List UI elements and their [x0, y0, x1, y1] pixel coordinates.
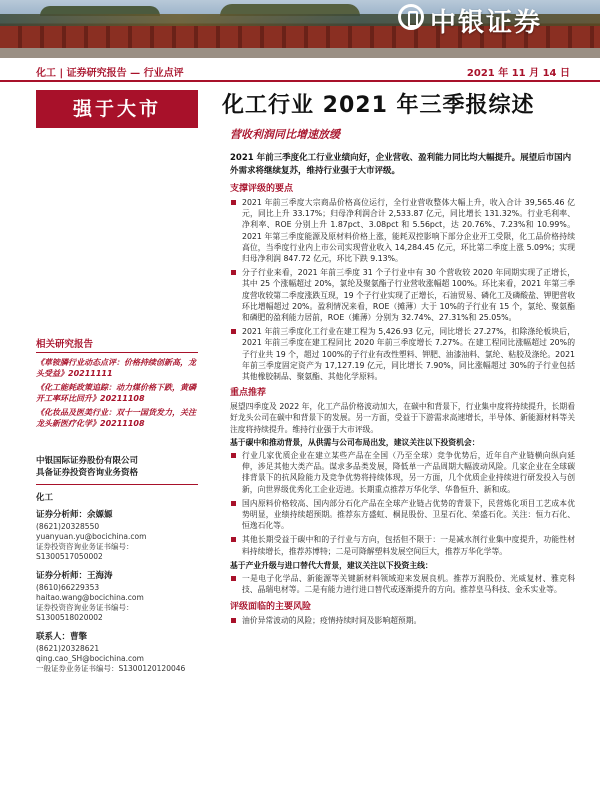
list-item: 油价异常波动的风险；疫情持续时间及影响超预期。	[230, 615, 575, 626]
analyst-cert: 证券投资咨询业务证书编号：S1300517050002	[36, 542, 134, 561]
analyst-card	[36, 570, 198, 623]
page-subtitle: 营收利润同比增速放缓	[230, 128, 340, 141]
related-report-link[interactable]: 《化工能耗政策追踪：动力煤价格下跌，黄磷开工率环比回升》20211108	[36, 383, 196, 403]
section-heading-risk: 评级面临的主要风险	[230, 601, 312, 612]
summary-paragraph: 2021 年前三季度化工行业业绩向好，企业营收、盈利能力同比均大幅提升。展望后市国内外需求将继续复苏，维持行业强于大市评级。	[230, 153, 572, 176]
page-title: 化工行业 2021 年三季报综述	[222, 93, 535, 118]
analyst-phone: (8621)20328550	[36, 522, 100, 531]
brand-logo: 中银证券	[430, 8, 543, 38]
firm-name-line: 中银国际证券股份有限公司	[36, 456, 139, 466]
firm-name	[36, 455, 198, 479]
sector-label: 化工	[36, 493, 54, 503]
breadcrumb: 化工 | 证券研究报告 — 行业点评	[36, 68, 184, 79]
report-date: 2021 年 11 月 14 日	[466, 68, 570, 79]
firm-qualification: 具备证券投资咨询业务资格	[36, 468, 139, 478]
banner-ground	[0, 48, 600, 58]
main-content	[230, 152, 575, 629]
analyst-email[interactable]: qing.cao_SH@bocichina.com	[36, 654, 144, 663]
header-banner	[0, 0, 600, 58]
list-item: 分子行业来看，2021 年前三季度 31 个子行业中有 30 个营收较 2020 年同期实现了正增长，其中 25 个涨幅超过 20%，氯纶及聚氨酯子行业营收涨幅超 100%。环比来看，2021 年第三季度营收较第二季度涨跌互现，19 个子行业实现了正增长，石油贸易、磷化工及磷酸盐、钾肥营收环比增幅超过 20%。盈利情况来看，ROE（摊薄）大于 10%的子行业有 15 个，氯纶、聚氨酯和磷肥的盈利能力居前，ROE（摊薄）分别为 32.74%、27.31%和 25.05%。	[230, 267, 575, 323]
rating-badge: 强于大市	[36, 90, 198, 128]
analyst-email[interactable]: yuanyuan.yu@bocichina.com	[36, 532, 147, 541]
analyst-card	[36, 631, 198, 674]
list-item: 国内原料价格较高、国内部分石化产品在全球产业链占优势的背景下，民营炼化项目工艺成本优势明显，业绩持续超预期。推荐东方盛虹、桐昆股份、卫星石化、荣盛石化。关注：恒力石化、恒逸石化等。	[230, 498, 575, 532]
list-item: 一是电子化学品、新能源等关键新材料领域迎来发展良机。推荐万润股份、光威复材、雅克科技、晶瑞电材等。二是有能力进行进口替代或逐渐提升的方向。推荐皇马科技、金禾实业等。	[230, 573, 575, 595]
section-heading-recommend: 重点推荐	[230, 388, 267, 399]
list-item: 其他长期受益于碳中和的子行业与方向，包括但不限于：一是减水剂行业集中度提升，功能性材料持续增长，推荐苏博特；二是可降解塑料发展空间巨大，推荐万华化学等。	[230, 534, 575, 556]
analyst-name: 证券分析师：余嫄嫄	[36, 510, 113, 520]
analyst-card	[36, 509, 198, 562]
section-heading-support: 支撑评级的要点	[230, 184, 294, 194]
related-report-link[interactable]: 《草铵膦行业动态点评：价格持续创新高，龙头受益》20211111	[36, 358, 196, 378]
analyst-name: 证券分析师：王海涛	[36, 571, 113, 581]
boc-logo-icon	[398, 4, 424, 30]
analyst-email[interactable]: haitao.wang@bocichina.com	[36, 593, 144, 602]
list-item: 2021 年前三季度大宗商品价格高位运行，全行业营收整体大幅上升，收入合计 39,565.46 亿元，同比上升 33.17%；归母净利润合计 2,533.87 亿元，同比增长 131.32%。行业毛利率、净利率、ROE 分别上升 1.87pct、3.08pct 和 5.56pct，达 20.76%、7.23%和 10.99%。2021 年第三季度能源及原材料价格上涨，能耗双控影响下部分企业开工受限，化工品价格持续高位，当季度行业内上市公司实现营业收入 14,284.45 亿元，环比第二季度上涨 5.09%；实现归母净利润 847.72 亿元，环比下跌 9.13%。	[230, 197, 575, 264]
divider	[36, 484, 198, 485]
analyst-cert: 一般证券业务证书编号：S1300120120046	[36, 664, 186, 673]
header-strip	[0, 60, 600, 82]
related-report-link[interactable]: 《化妆品及医美行业：双十一国货发力，关注龙头新医疗化学》20211108	[36, 408, 196, 428]
analyst-name: 联系人：曹擎	[36, 632, 88, 642]
analyst-phone: (8621)20328621	[36, 644, 100, 653]
related-reports-title: 相关研究报告	[36, 336, 198, 353]
list-item: 行业几家优质企业在建立某些产品在全国（乃至全球）竞争优势后，近年自产业链横向纵向延伸，涉足其他大类产品。谋求多品类发展，降低单一产品周期大幅波动风险。几家企业在全球碳排背景下的抗风险能力及竞争优势将持续体现，另一方面，几个优质企业持续进行研发投入与创新，向世界级优秀化工企业迈进。长期重点推荐万华化学、华鲁恒升、新和成。	[230, 450, 575, 495]
sidebar	[36, 336, 198, 682]
analyst-phone: (8610)66229353	[36, 583, 100, 592]
recommend-intro: 展望四季度及 2022 年，化工产品价格波动加大，在碳中和背景下，行业集中度将持续提升，长期看好龙头公司在碳中和背景下的发展。另一方面，受益于下游需求高速增长，半导体、新能源材料等关注度将持续提升。维持行业强于大市评级。	[230, 402, 575, 434]
theme-heading: 基于碳中和推动背景，从供需与公司布局出发，建议关注以下投资机会：	[230, 437, 480, 447]
theme-heading: 基于产业升级与进口替代大背景，建议关注以下投资主线：	[230, 560, 433, 570]
analyst-cert: 证券投资咨询业务证书编号：S1300518020002	[36, 603, 134, 622]
list-item: 2021 年前三季度化工行业在建工程为 5,426.93 亿元，同比增长 27.27%，扣除涤纶板块后，2021 年前三季度在建工程同比 2020 年前三季度增长 7.27%。在建工程同比涨幅超过 20%的子行业共 19 个，超过 100%的子行业有改性塑料、钾肥、油漆油料、氯纶、粘胶及涤纶。2021 年前三季度固定资产为 17,127.19 亿元，同比增长 7.90%，同比涨幅超过 30%的子行业包括其他橡胶制品、聚氨酯、其他化学原料。	[230, 326, 575, 382]
